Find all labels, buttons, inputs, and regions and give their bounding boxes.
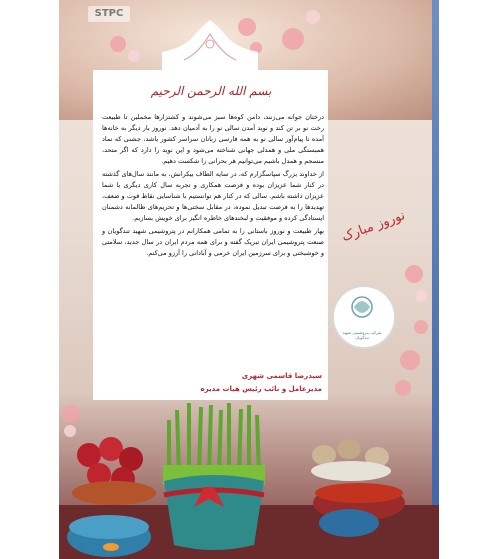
blossom-decoration xyxy=(405,265,423,283)
paragraph: از خداوند بزرگ سپاسگزارم که، در سایه الطاف بیکرانش، به مانند سال‌های گذشته در کنار شما عزیزان بوده و فرصت همکاری و تجربه سال کاری دیگری با شما عزیزان داشته باشم. سالی که در کنار هم توانستیم با شناسایی نقاط قوت و ضعف، تهدیدها را به فرصت تبدیل نموده، در مقابل سختی‌ها و تحریم‌های ظالمانه دشمنان ایستادگی کرده و موفقیت و لبخندهای خاطره انگیز برای خویش بسازیم. xyxy=(102,170,324,222)
petrochemical-logo-icon xyxy=(334,287,390,327)
signature-block xyxy=(150,370,322,396)
blossom-decoration xyxy=(415,290,427,302)
blossom-decoration xyxy=(306,10,320,24)
haft-sin-table-illustration xyxy=(59,395,439,559)
blossom-decoration xyxy=(128,50,140,62)
letter-body xyxy=(102,112,324,261)
blossom-decoration xyxy=(110,36,126,52)
stpc-badge: STPC xyxy=(88,6,130,22)
signer-title: مدیرعامل و نائب رئیس هیات مدیره xyxy=(200,385,322,393)
bismillah-heading: بسم الله الرحمن الرحیم xyxy=(150,84,272,98)
blossom-decoration xyxy=(282,28,304,50)
logo-caption: شرکت پتروشیمی شهید تندگویان xyxy=(342,330,382,340)
blossom-decoration xyxy=(414,320,428,334)
side-calligraphy-text: نوروز مبارک xyxy=(339,208,408,245)
signer-name: سیدرضا قاسمی شهری xyxy=(241,372,322,380)
card-ornament-cap xyxy=(162,20,258,80)
nowruz-calligraphy-icon xyxy=(339,185,408,265)
paragraph: درختان جوانه می‌زنند، دامن کوه‌ها سبز می‌شوند و کشتزارها مخملین تا طبیعت رخت نو بر تن کند و نوید آمدن سالی نو را به آدمیان دهد. نوروز بار دیگر به خانه‌ها آمده تا پیام‌آور سالی نو به همه فارسی زبانان سراسر کشور باشد، جشنی که نماد همبستگی ملی و همدلی جهانی شناخته می‌شود و این نوید را دارد که اگر متحد، منسجم و همدل باشیم می‌توانیم هر بحرانی را شکست دهیم. xyxy=(102,113,324,165)
blossom-decoration xyxy=(395,380,411,396)
paragraph: بهار طبیعت و نوروز باستانی را به تمامی همکارانم در پتروشیمی شهید تندگویان و صنعت پتروشیمی ایران تبریک گفته و برای همه مردم ایران در سال جدید، سلامتی و خوشبختی و برای سرزمین ایران خرمی و آبادانی را آرزو می‌کنم. xyxy=(102,227,324,257)
blossom-decoration xyxy=(400,350,420,370)
